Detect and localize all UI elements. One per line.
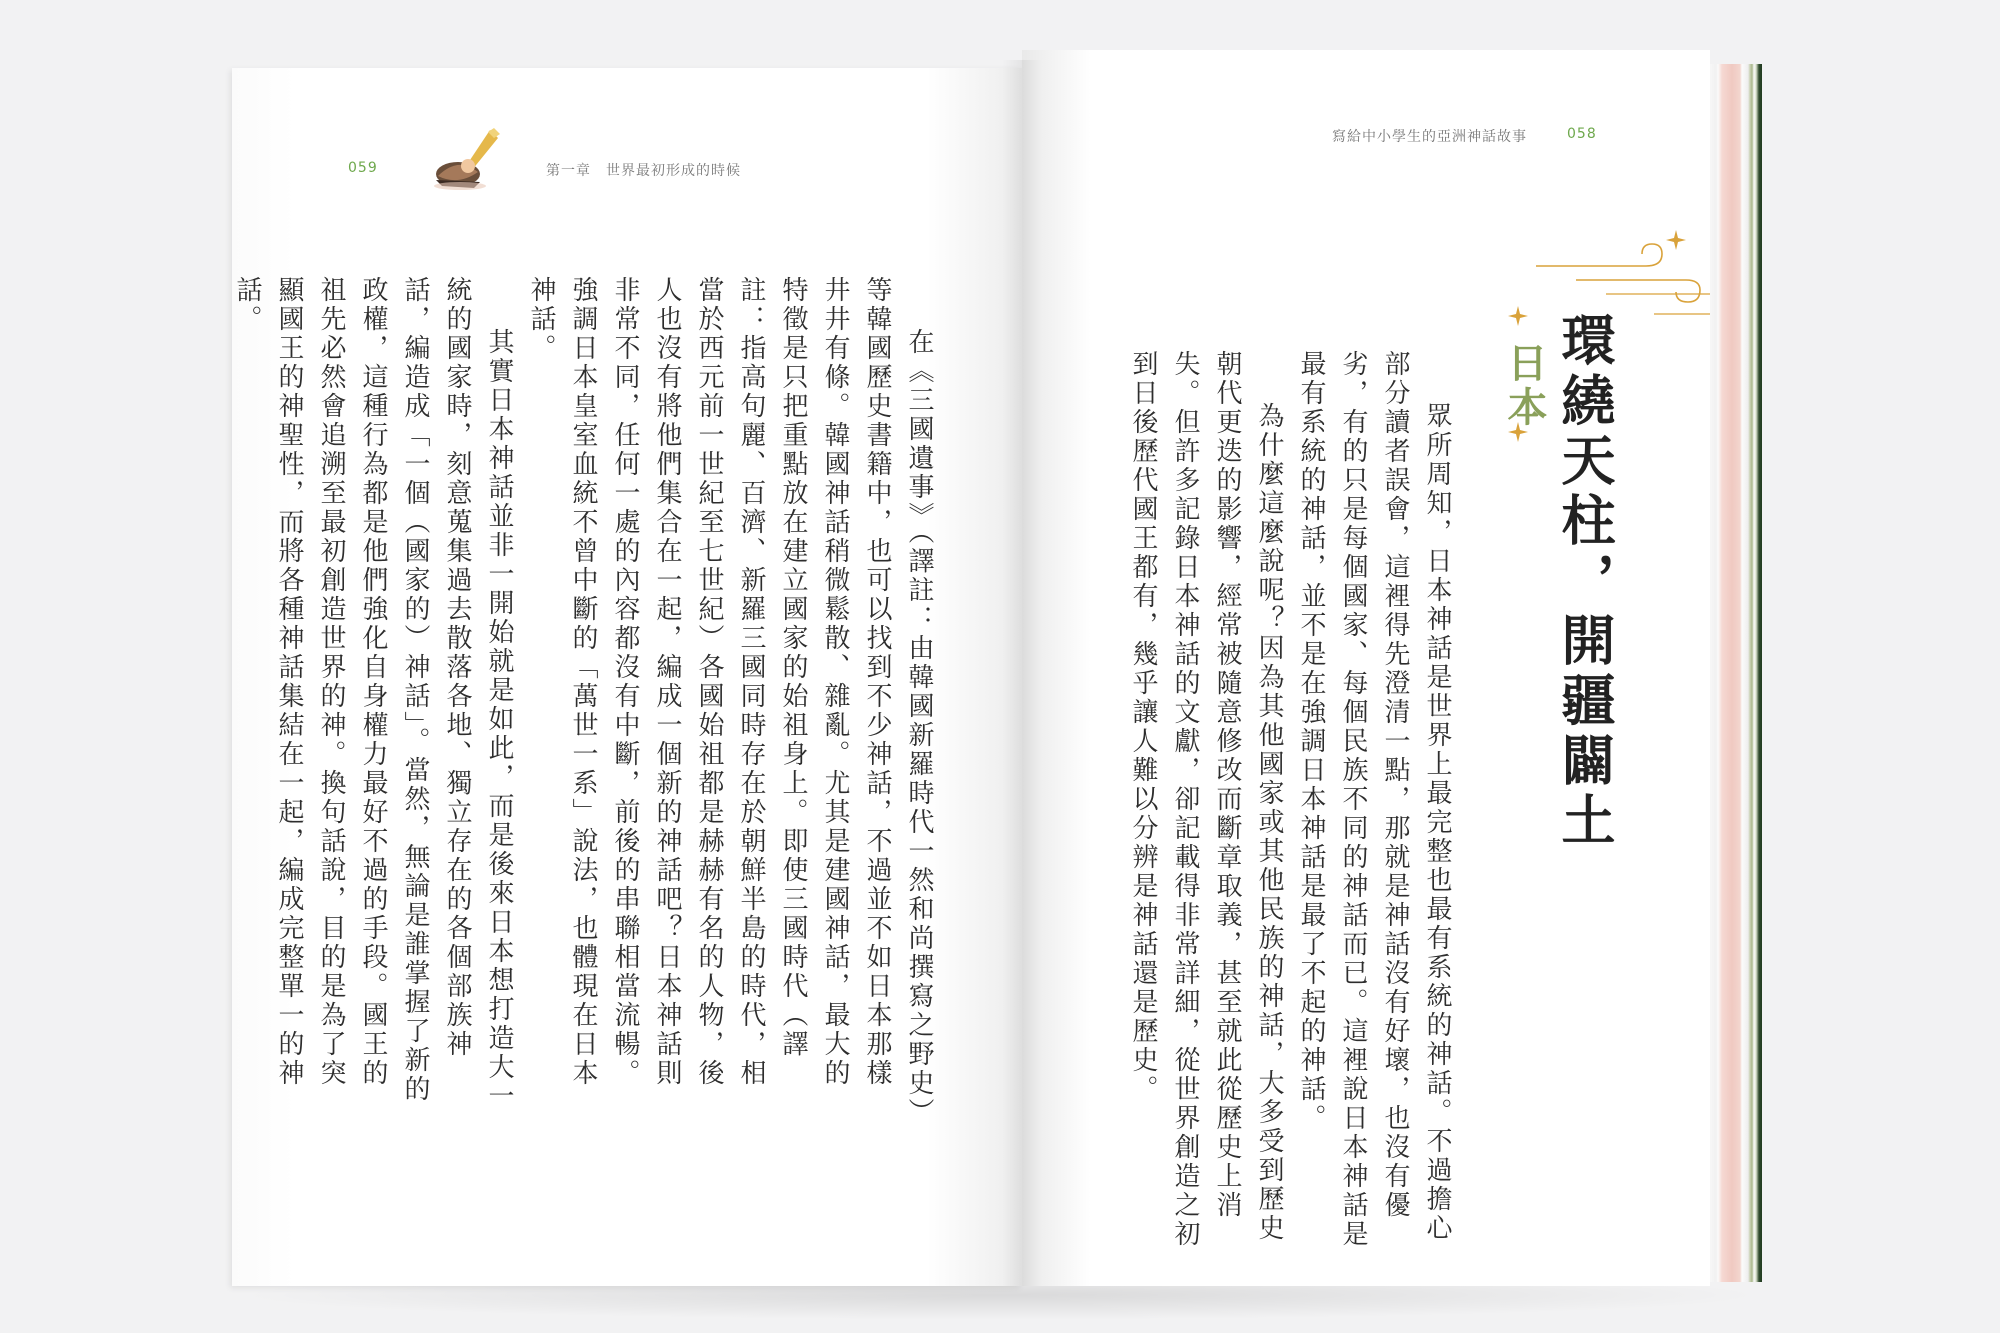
right-body-text	[1078, 350, 1458, 1250]
book-spine-shadow	[1002, 60, 1042, 1286]
right-page	[1022, 50, 1710, 1286]
left-paragraph: 其實日本神話並非一開始就是如此，而是後來日本想打造大一統的國家時，刻意蒐集過去散落各地、獨立存在的各個部族神話，編造成「一個（國家的）神話」。當然，無論是誰掌握了新的政權，這種行為都是他們強化自身權力最好不過的手段。國王的祖先必然會追溯至最初創造世界的神。換句話說，目的是為了突顯國王的神聖性，而將各種神話集結在一起，編成完整單一的神話。	[232, 276, 514, 1111]
left-running-head: 第一章 世界最初形成的時候	[546, 163, 741, 179]
left-page	[232, 68, 1022, 1286]
cloud-ornament-icon	[1536, 190, 1710, 330]
left-body-text	[232, 276, 940, 1116]
left-page-number: 059	[348, 160, 378, 176]
page-edges	[1710, 64, 1762, 1282]
sparkle-icon	[1508, 306, 1528, 326]
left-paragraph: 在《三國遺事》（譯註：由韓國新羅時代一然和尚撰寫之野史）等韓國歷史書籍中，也可以找到不少神話，不過並不如日本那樣井井有條。韓國神話稍微鬆散、雜亂。尤其是建國神話，最大的特徵是只把重點放在建立國家的始祖身上。即使三國時代（譯註：指高句麗、百濟、新羅三國同時存在於朝鮮半島的時代，相當於西元前一世紀至七世紀）各國始祖都是赫赫有名的人物，後人也沒有將他們集合在一起，編成一個新的神話吧？日本神話則非常不同，任何一處的內容都沒有中斷，前後的串聯相當流暢。強調日本皇室血統不曾中斷的「萬世一系」說法，也體現在日本神話。	[526, 276, 934, 1114]
right-page-number: 058	[1567, 126, 1597, 142]
chapter-subtitle: 日本	[1501, 342, 1547, 430]
right-paragraph: 為什麼這麼說呢？因為其他國家或其他民族的神話，大多受到歷史朝代更迭的影響，經常被隨意修改而斷章取義，甚至就此從歷史上消失。但許多記錄日本神話的文獻，卻記載得非常詳細，從世界創造之初到日後歷代國王都有，幾乎讓人難以分辨是神話還是歷史。	[1128, 350, 1284, 1249]
warrior-illustration-icon	[428, 126, 508, 196]
right-running-head: 寫給中小學生的亞洲神話故事	[1332, 129, 1527, 145]
chapter-title: 環繞天柱，開疆闢土	[1553, 312, 1616, 852]
right-paragraph: 眾所周知，日本神話是世界上最完整也最有系統的神話。不過擔心部分讀者誤會，這裡得先澄清一點，那就是神話沒有好壞，也沒有優劣，有的只是每個國家、每個民族不同的神話而已。這裡說日本神話是最有系統的神話，並不是在強調日本神話是最了不起的神話。	[1296, 350, 1452, 1249]
